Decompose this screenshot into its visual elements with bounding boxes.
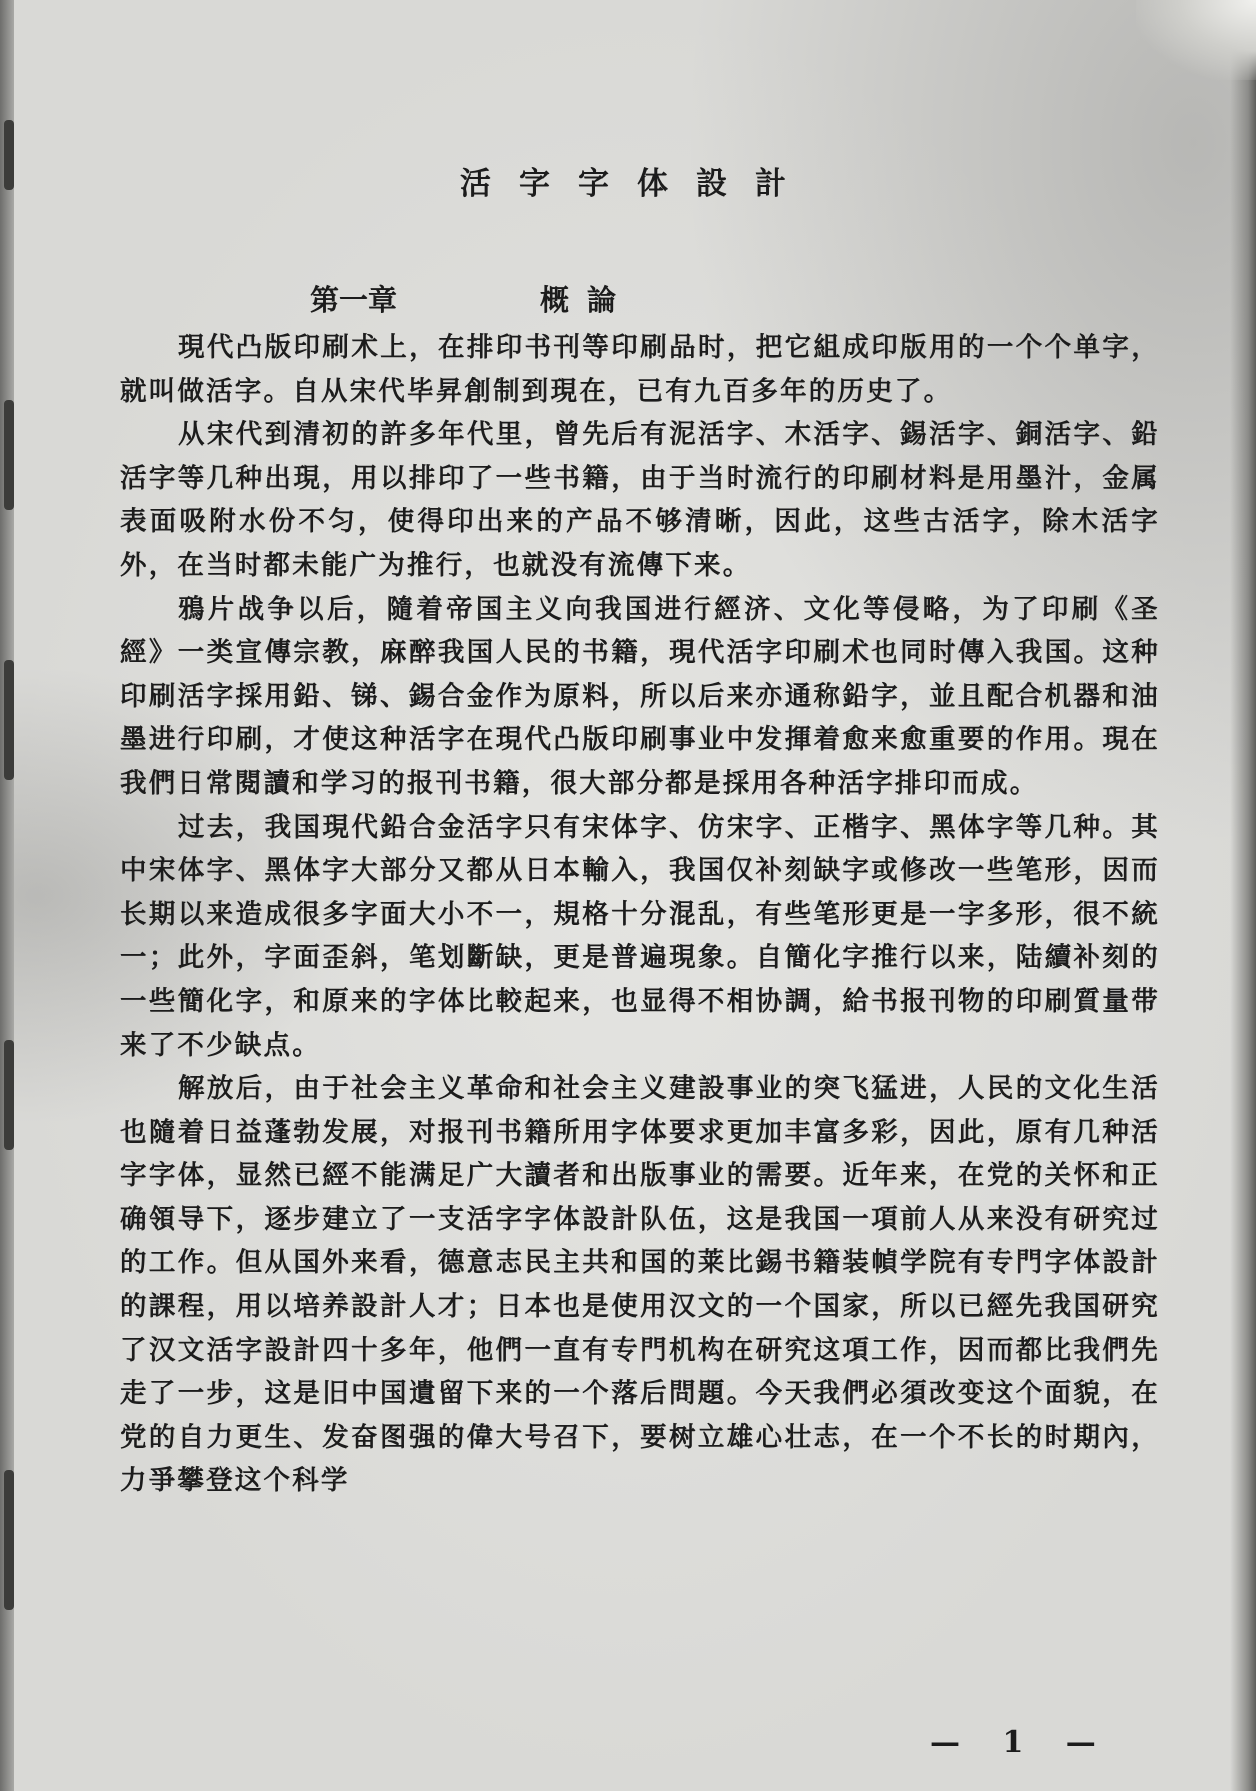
worn-corner [1136,0,1256,80]
binding-hole [4,660,14,780]
paragraph: 現代凸版印刷术上，在排印书刊等印刷品时，把它組成印版用的一个个单字，就叫做活字。自从宋代毕昇創制到現在，已有九百多年的历史了。 [120,332,1160,407]
document-title: 活字字体設計 [460,166,814,202]
binding-hole [4,1470,14,1610]
torn-right-edge [1230,0,1256,1791]
chapter-heading [310,278,710,318]
page-number: — 1 — [930,1725,1112,1760]
paragraph: 解放后，由于社会主义革命和社会主义建設事业的突飞猛进，人民的文化生活也隨着日益蓬勃发展，对报刊书籍所用字体要求更加丰富多彩，因此，原有几种活字字体，显然已經不能满足广大讀者和出版事业的需要。近年来，在党的关怀和正确領导下，逐步建立了一支活字字体設計队伍，这是我国一項前人从来没有研究过的工作。但从国外来看，德意志民主共和国的莱比錫书籍装幀学院有专門字体設計的課程，用以培养設計人才；日本也是使用汉文的一个国家，所以已經先我国研究了汉文活字設計四十多年，他們一直有专門机构在研究这項工作，因而都比我們先走了一步，这是旧中国遺留下来的一个落后問題。今天我們必須改变这个面貌，在党的自力更生、发奋图强的偉大号召下，要树立雄心壮志，在一个不长的时期內，力爭攀登这个科学 [120,1073,1160,1497]
paragraph: 鴉片战争以后，隨着帝国主义向我国进行經济、文化等侵略，为了印刷《圣經》一类宣傳宗教，麻醉我国人民的书籍，現代活字印刷术也同时傳入我国。这种印刷活字採用鉛、锑、錫合金作为原料，所以后来亦通称鉛字，並且配合机器和油墨进行印刷，才使这种活字在現代凸版印刷事业中发揮着愈来愈重要的作用。現在我們日常閱讀和学习的报刊书籍，很大部分都是採用各种活字排印而成。 [120,593,1160,799]
binding-hole [4,400,14,510]
paragraph: 从宋代到清初的許多年代里，曾先后有泥活字、木活字、錫活字、銅活字、鉛活字等几种出現，用以排印了一些书籍，由于当时流行的印刷材料是用墨汁，金属表面吸附水份不匀，使得印出来的产品不够清晰，因此，这些古活字，除木活字外，在当时都未能广为推行，也就没有流傳下来。 [120,419,1160,581]
binding-hole [4,1040,14,1150]
chapter-number: 第一章 [310,283,398,317]
chapter-name: 概論 [540,283,635,317]
body-text [120,326,1160,1503]
paragraph: 过去，我国現代鉛合金活字只有宋体字、仿宋字、正楷字、黑体字等几种。其中宋体字、黑体字大部分又都从日本輸入，我国仅补刻缺字或修改一些笔形，因而长期以来造成很多字面大小不一，規格十分混乱，有些笔形更是一字多形，很不統一；此外，字面歪斜，笔划斷缺，更是普遍現象。自簡化字推行以来，陆續补刻的一些簡化字，和原来的字体比較起来，也显得不相协調，給书报刊物的印刷質量带来了不少缺点。 [120,811,1160,1061]
